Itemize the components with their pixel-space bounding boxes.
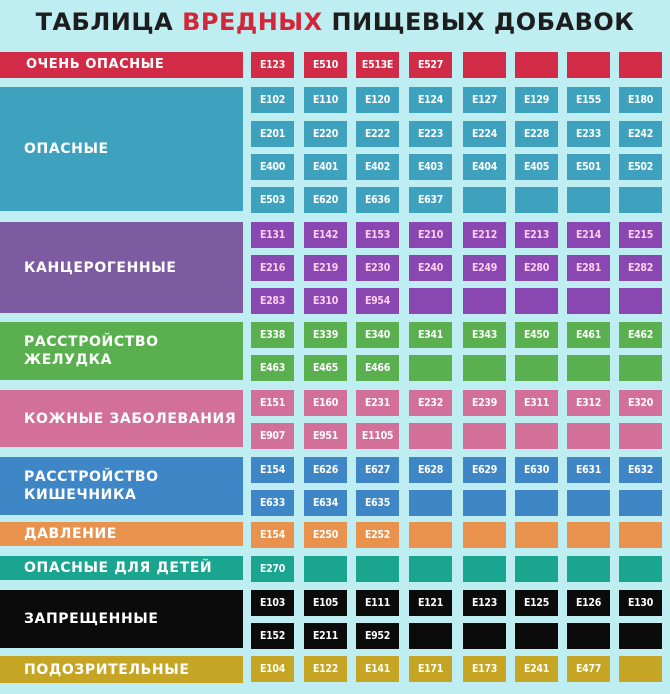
additive-code-cell: E242 [619,121,662,147]
additive-code-cell: E401 [304,154,347,180]
empty-cell [463,623,506,649]
empty-cell [515,556,558,582]
additive-code-cell: E477 [567,656,610,682]
empty-cell [619,490,662,516]
empty-cell [463,355,506,381]
additive-code-cell: E633 [251,490,294,516]
additive-code-cell: E340 [356,322,399,348]
empty-cell [567,522,610,548]
additive-code-cell: E513E [356,52,399,78]
additive-code-cell: E152 [251,623,294,649]
empty-cell [409,623,452,649]
additive-code-cell: E404 [463,154,506,180]
empty-cell [567,288,610,314]
empty-cell [619,355,662,381]
title-accent-word: ВРЕДНЫХ [182,8,323,36]
additive-code-cell: E232 [409,390,452,416]
empty-cell [567,623,610,649]
additive-code-cell: E142 [304,222,347,248]
additive-code-cell: E339 [304,322,347,348]
empty-cell [619,423,662,449]
empty-cell [409,423,452,449]
additive-code-cell: E223 [409,121,452,147]
additive-code-cell: E501 [567,154,610,180]
additive-code-cell: E462 [619,322,662,348]
category-label: КОЖНЫЕ ЗАБОЛЕВАНИЯ [0,390,243,447]
empty-cell [515,187,558,213]
additive-code-cell: E907 [251,423,294,449]
empty-cell [515,288,558,314]
additive-code-cell: E220 [304,121,347,147]
empty-cell [567,556,610,582]
additive-code-cell: E214 [567,222,610,248]
empty-cell [619,52,662,78]
additive-code-cell: E125 [515,590,558,616]
additive-code-cell: E131 [251,222,294,248]
additive-code-cell: E252 [356,522,399,548]
additive-code-cell: E503 [251,187,294,213]
empty-cell [567,423,610,449]
additive-code-cell: E320 [619,390,662,416]
empty-cell [515,423,558,449]
empty-cell [619,656,662,682]
additive-code-cell: E635 [356,490,399,516]
additive-code-cell: E129 [515,87,558,113]
empty-cell [304,556,347,582]
additive-code-cell: E282 [619,255,662,281]
additive-code-cell: E250 [304,522,347,548]
additive-code-cell: E466 [356,355,399,381]
additive-code-cell: E636 [356,187,399,213]
additive-code-cell: E213 [515,222,558,248]
additive-code-cell: E632 [619,457,662,483]
additive-code-cell: E222 [356,121,399,147]
additive-code-cell: E210 [409,222,452,248]
additive-code-cell: E951 [304,423,347,449]
empty-cell [619,623,662,649]
additive-code-cell: E954 [356,288,399,314]
additive-code-cell: E127 [463,87,506,113]
empty-cell [515,623,558,649]
additive-code-cell: E211 [304,623,347,649]
additive-code-cell: E233 [567,121,610,147]
additive-code-cell: E343 [463,322,506,348]
additive-code-cell: E124 [409,87,452,113]
empty-cell [515,52,558,78]
additive-code-cell: E630 [515,457,558,483]
additive-code-cell: E952 [356,623,399,649]
additive-code-cell: E281 [567,255,610,281]
empty-cell [515,355,558,381]
additive-code-cell: E216 [251,255,294,281]
additive-code-cell: E155 [567,87,610,113]
additive-code-cell: E153 [356,222,399,248]
empty-cell [409,490,452,516]
additive-code-cell: E215 [619,222,662,248]
empty-cell [619,522,662,548]
additive-code-cell: E154 [251,457,294,483]
category-label: ДАВЛЕНИЕ [0,522,243,546]
empty-cell [409,288,452,314]
empty-cell [567,490,610,516]
additive-code-cell: E141 [356,656,399,682]
additive-code-cell: E629 [463,457,506,483]
additive-code-cell: E312 [567,390,610,416]
category-label: ПОДОЗРИТЕЛЬНЫЕ [0,656,243,683]
empty-cell [463,423,506,449]
additive-code-cell: E1105 [356,423,399,449]
additive-code-cell: E280 [515,255,558,281]
additive-code-cell: E219 [304,255,347,281]
additive-code-cell: E240 [409,255,452,281]
category-label: ОПАСНЫЕ [0,87,243,211]
additive-code-cell: E151 [251,390,294,416]
empty-cell [409,355,452,381]
additive-code-cell: E171 [409,656,452,682]
empty-cell [619,556,662,582]
additive-code-cell: E130 [619,590,662,616]
additive-code-cell: E341 [409,322,452,348]
category-label: РАССТРОЙСТВО КИШЕЧНИКА [0,457,243,515]
category-label: РАССТРОЙСТВО ЖЕЛУДКА [0,322,243,380]
additive-code-cell: E249 [463,255,506,281]
additive-code-cell: E103 [251,590,294,616]
additive-code-cell: E403 [409,154,452,180]
additive-code-cell: E104 [251,656,294,682]
empty-cell [619,187,662,213]
empty-cell [409,556,452,582]
empty-cell [463,52,506,78]
additive-code-cell: E450 [515,322,558,348]
additive-code-cell: E123 [463,590,506,616]
additive-code-cell: E105 [304,590,347,616]
title-part-1: ТАБЛИЦА [35,8,174,36]
empty-cell [515,490,558,516]
additive-code-cell: E461 [567,322,610,348]
additive-code-cell: E634 [304,490,347,516]
empty-cell [619,288,662,314]
additive-code-cell: E173 [463,656,506,682]
additive-code-cell: E110 [304,87,347,113]
additive-code-cell: E154 [251,522,294,548]
category-label: ОПАСНЫЕ ДЛЯ ДЕТЕЙ [0,556,243,580]
empty-cell [567,52,610,78]
additive-code-cell: E620 [304,187,347,213]
additive-code-cell: E311 [515,390,558,416]
additive-code-cell: E126 [567,590,610,616]
additive-code-cell: E212 [463,222,506,248]
additive-code-cell: E180 [619,87,662,113]
additive-code-cell: E228 [515,121,558,147]
additive-code-cell: E160 [304,390,347,416]
additive-code-cell: E270 [251,556,294,582]
empty-cell [463,556,506,582]
additive-code-cell: E231 [356,390,399,416]
empty-cell [463,187,506,213]
additive-code-cell: E631 [567,457,610,483]
empty-cell [409,522,452,548]
empty-cell [567,187,610,213]
additive-code-cell: E402 [356,154,399,180]
additive-code-cell: E400 [251,154,294,180]
additive-code-cell: E123 [251,52,294,78]
empty-cell [463,522,506,548]
category-label: КАНЦЕРОГЕННЫЕ [0,222,243,313]
additive-code-cell: E102 [251,87,294,113]
additive-code-cell: E239 [463,390,506,416]
category-label: ЗАПРЕЩЕННЫЕ [0,590,243,648]
empty-cell [463,490,506,516]
additive-code-cell: E527 [409,52,452,78]
additive-code-cell: E502 [619,154,662,180]
category-label: ОЧЕНЬ ОПАСНЫЕ [0,52,243,78]
additive-code-cell: E637 [409,187,452,213]
empty-cell [567,355,610,381]
empty-cell [356,556,399,582]
additive-code-cell: E111 [356,590,399,616]
additive-code-cell: E627 [356,457,399,483]
title-part-2: ПИЩЕВЫХ ДОБАВОК [331,8,635,36]
additive-code-cell: E628 [409,457,452,483]
additive-code-cell: E121 [409,590,452,616]
additive-code-cell: E463 [251,355,294,381]
additive-code-cell: E405 [515,154,558,180]
additive-code-cell: E241 [515,656,558,682]
additive-code-cell: E230 [356,255,399,281]
additive-code-cell: E122 [304,656,347,682]
empty-cell [515,522,558,548]
additive-code-cell: E626 [304,457,347,483]
additive-code-cell: E465 [304,355,347,381]
additive-code-cell: E224 [463,121,506,147]
additive-code-cell: E283 [251,288,294,314]
additive-code-cell: E510 [304,52,347,78]
additive-code-cell: E201 [251,121,294,147]
additive-code-cell: E310 [304,288,347,314]
empty-cell [463,288,506,314]
additive-code-cell: E120 [356,87,399,113]
additive-code-cell: E338 [251,322,294,348]
